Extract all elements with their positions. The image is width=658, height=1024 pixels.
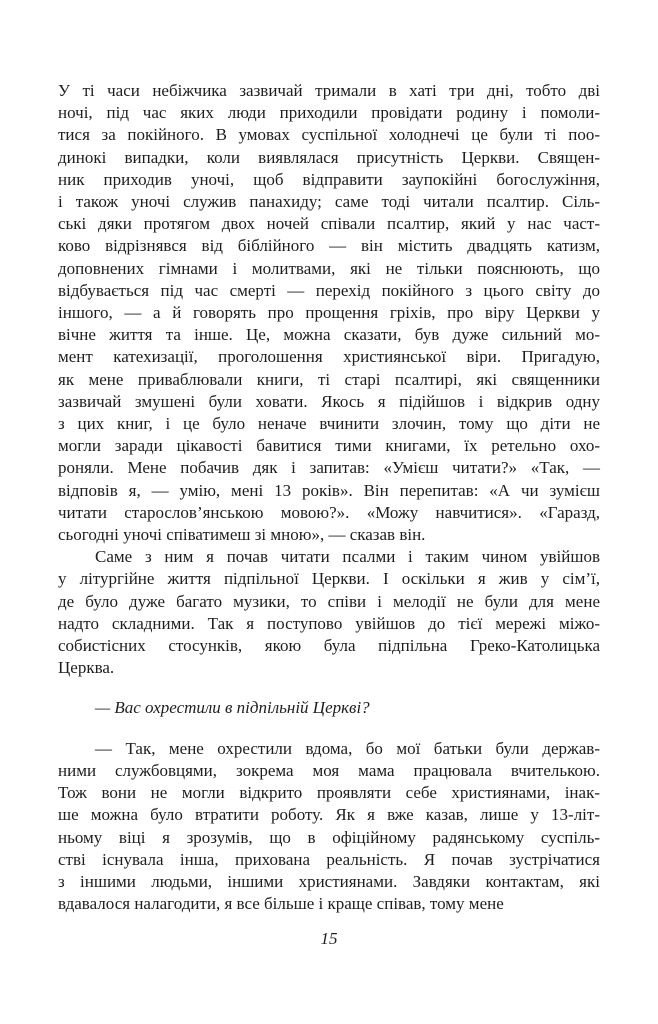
text-line: зазвичай змушені були ховати. Якось я підійшов і відкрив одну (58, 391, 600, 411)
text-line: могли заради цікавості бавитися тими книгами, їх ретельно охо- (58, 436, 600, 456)
text-line: ньому віці я зрозумів, що в офіційному радянському суспіль- (58, 827, 600, 847)
text-line: як мене приваблювали книги, ті старі псалтирі, які священники (58, 369, 600, 389)
text-line: іншого, — а й говорять про прощення гріхів, про віру Церкви у (58, 303, 600, 323)
text-line: Церква. (58, 658, 115, 678)
text-line: ними службовцями, зокрема моя мама працювала вчителькою. (58, 760, 600, 780)
text-line: сьогодні уночі співатимеш зі мною», — сказав він. (58, 525, 426, 545)
text-line: у літургійне життя підпільної Церкви. І оскільки я жив у сім’ї, (58, 569, 600, 589)
interview-answer (58, 738, 600, 916)
text-line: мент катехизації, проголошення християнської віри. Пригадую, (58, 347, 600, 367)
text-line: тися за покійного. В умовах суспільної холоднечі це були ті поо- (58, 125, 600, 145)
text-line: ські дяки протягом двох ночей співали псалтир, який у нас част- (58, 214, 600, 234)
page-number: 15 (320, 929, 338, 948)
text-block (58, 80, 600, 915)
text-line: собистісних стосунків, якою була підпільна Греко-Католицька (58, 636, 600, 656)
text-line: — Так, мене охрестили вдома, бо мої батьки були держав- (95, 738, 600, 758)
text-line: де було дуже багато музики, то співи і мелодії не були для мене (58, 591, 600, 611)
text-line: з цих книг, і це було неначе вчинити злочин, тому що діти не (58, 414, 600, 434)
text-line: У ті часи небіжчика зазвичай тримали в хаті три дні, тобто дві (58, 81, 600, 100)
text-line: і також уночі служив панахиду; саме тоді читали псалтир. Сіль- (58, 192, 600, 212)
text-line: Саме з ним я почав читати псалми і таким чином увійшов (95, 547, 600, 567)
text-line: вічне життя та інше. Це, можна сказати, був дуже сильний мо- (58, 325, 600, 345)
text-line: — Вас охрестили в підпільній Церкві? (95, 698, 370, 718)
text-line: ник приходив уночі, щоб відправити заупокійні богослужіння, (58, 169, 600, 189)
text-line: ково відрізнявся від біблійного — він містить двадцять катизм, (58, 236, 600, 256)
text-line: роняли. Мене побачив дяк і запитав: «Умієш читати?» «Так, — (58, 458, 600, 478)
text-line: ше можна було втратити роботу. Як я вже казав, лише у 13-літ- (58, 805, 600, 825)
text-line: читати старослов’янською мовою?». «Можу навчитися». «Гаразд, (58, 502, 600, 522)
text-line: динокі випадки, коли виявлялася присутність Церкви. Священ- (58, 147, 600, 167)
text-line: надто складними. Так я поступово увійшов до тієї мережі міжо- (58, 613, 600, 633)
text-line: стві існувала інша, прихована реальність. Я почав зустрічатися (58, 849, 600, 869)
text-line: ночі, під час яких люди приходили провідати родину і помоли- (58, 103, 600, 123)
text-line: відповів я, — умію, мені 13 років». Він перепитав: «А чи зумієш (58, 480, 600, 500)
text-line: вдавалося налагодити, я все більше і краще співав, тому мене (58, 894, 504, 914)
interview-question (58, 697, 600, 719)
paragraph-2 (58, 546, 600, 679)
text-line: з іншими людьми, іншими християнами. Завдяки контактам, які (58, 871, 600, 891)
text-line: відбувається під час смерті — перехід покійного з цього світу до (58, 280, 600, 300)
text-line: Тож вони не могли відкрито проявляти себе християнами, інак- (58, 783, 600, 803)
paragraph-continuation (58, 80, 600, 546)
text-line: доповнених гімнами і молитвами, які не тільки пояснюють, що (58, 258, 600, 278)
